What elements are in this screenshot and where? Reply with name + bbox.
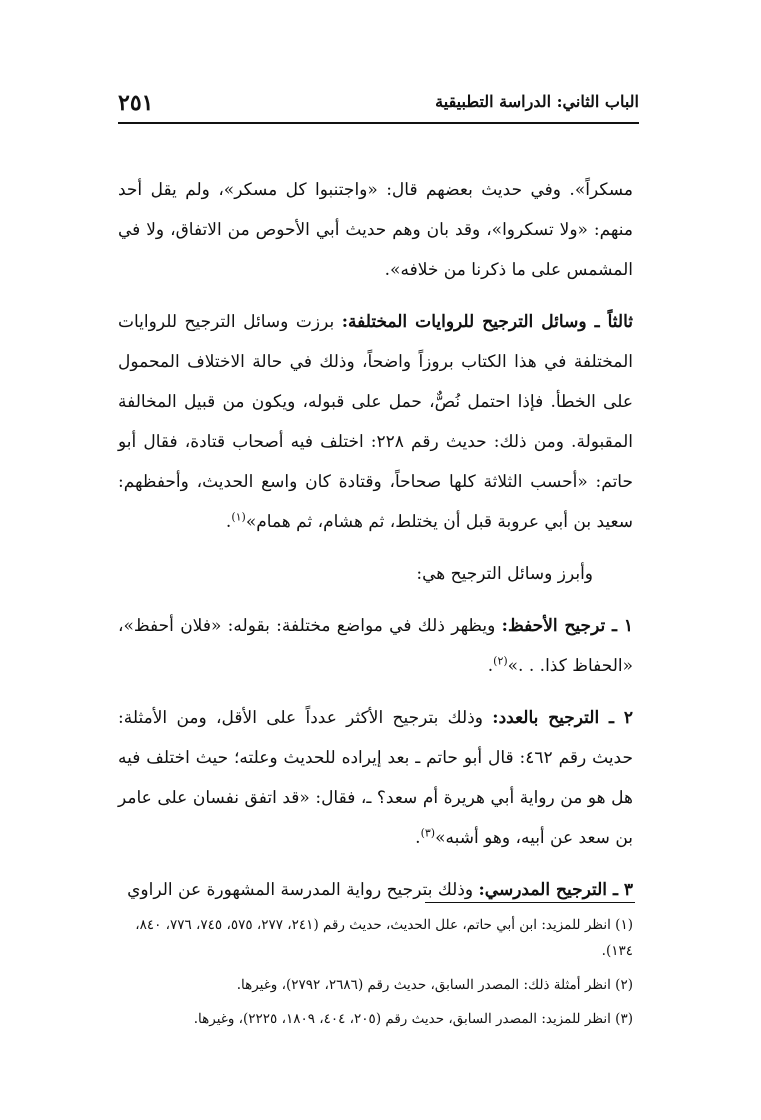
paragraph-tail: .	[225, 512, 232, 532]
footnote-rule	[425, 902, 635, 903]
footnote-marker: (١)	[615, 917, 633, 933]
paragraph-4	[118, 606, 633, 686]
paragraph-text: وذلك بترجيح رواية المدرسة المشهورة عن الراوي	[127, 880, 479, 900]
page-header	[118, 90, 639, 122]
footnote-text: انظر للمزيد: المصدر السابق، حديث رقم (٢٠٥، ٤٠٤، ١٨٠٩، ٢٢٢٥)، وغيرها.	[193, 1011, 611, 1027]
section-heading: ٣ ـ الترجيح المدرسي:	[478, 880, 633, 900]
footnote-1	[118, 912, 633, 964]
paragraph-text: وذلك بترجيح الأكثر عدداً على الأقل، ومن الأمثلة: حديث رقم ٤٦٢: قال أبو حاتم ـ بعد إيراده للحديث وعلته؛ حيث اختلف فيه هل هو من رواية أبي هريرة أم سعد؟ ـ، فقال: «قد اتفق نفسان على عامر بن سعد عن أبيه، وهو أشبه»	[118, 708, 633, 848]
footnote-ref: (٣)	[420, 826, 436, 840]
header-title: الباب الثاني: الدراسة التطبيقية	[435, 92, 639, 111]
paragraph-2	[118, 302, 633, 542]
page-number: ٢٥١	[118, 90, 154, 116]
footnotes	[118, 912, 633, 1040]
paragraph-text: برزت وسائل الترجيح للروايات المختلفة في هذا الكتاب بروزاً واضحاً، وذلك في حالة الاختلاف المحمول على الخطأ. فإذا احتمل نُصٌّ، حمل على قبوله، ويكون من قبيل المخالفة المقبولة. ومن ذلك: حديث رقم ٢٢٨: اختلف فيه أصحاب قتادة، فقال أبو حاتم: «أحسب الثلاثة كلها صحاحاً، وقتادة كان واسع الحديث، وأحفظهم: سعيد بن أبي عروبة قبل أن يختلط، ثم هشام، ثم همام»	[118, 312, 633, 532]
section-heading: ١ ـ ترجيح الأحفظ:	[501, 616, 633, 636]
footnote-ref: (١)	[231, 510, 246, 524]
footnote-marker: (٢)	[615, 977, 633, 993]
body-text	[118, 170, 633, 922]
section-heading: ثالثاً ـ وسائل الترجيح للروايات المختلفة:	[341, 312, 633, 332]
footnote-text: انظر أمثلة ذلك: المصدر السابق، حديث رقم (٢٦٨٦، ٢٧٩٢)، وغيرها.	[236, 977, 611, 993]
header-rule	[118, 122, 639, 124]
paragraph-text: مسكراً». وفي حديث بعضهم قال: «واجتنبوا كل مسكر»، ولم يقل أحد منهم: «ولا تسكروا»، وقد بان وهم حديث أبي الأحوص من الاتفاق، ولا في المشمس على ما ذكرنا من خلافه».	[118, 180, 633, 280]
paragraph-tail: .	[415, 828, 421, 848]
footnote-ref: (٢)	[493, 654, 508, 668]
footnote-2	[118, 972, 633, 998]
footnote-3	[118, 1006, 633, 1032]
paragraph-text: ويظهر ذلك في مواضع مختلفة: بقوله: «فلان أحفظ»، «الحفاظ كذا. . .»	[118, 616, 633, 676]
section-heading: ٢ ـ الترجيح بالعدد:	[492, 708, 633, 728]
paragraph-tail: .	[487, 656, 494, 676]
footnote-marker: (٣)	[615, 1011, 633, 1027]
footnote-text: انظر للمزيد: ابن أبي حاتم، علل الحديث، حديث رقم (٢٤١، ٢٧٧، ٥٧٥، ٧٤٥، ٧٧٦، ٨٤٠، ١٣٤).	[135, 917, 633, 959]
paragraph-1	[118, 170, 633, 290]
paragraph-6	[118, 870, 633, 910]
paragraph-3	[118, 554, 633, 594]
paragraph-text: وأبرز وسائل الترجيح هي:	[416, 564, 593, 584]
paragraph-5	[118, 698, 633, 858]
